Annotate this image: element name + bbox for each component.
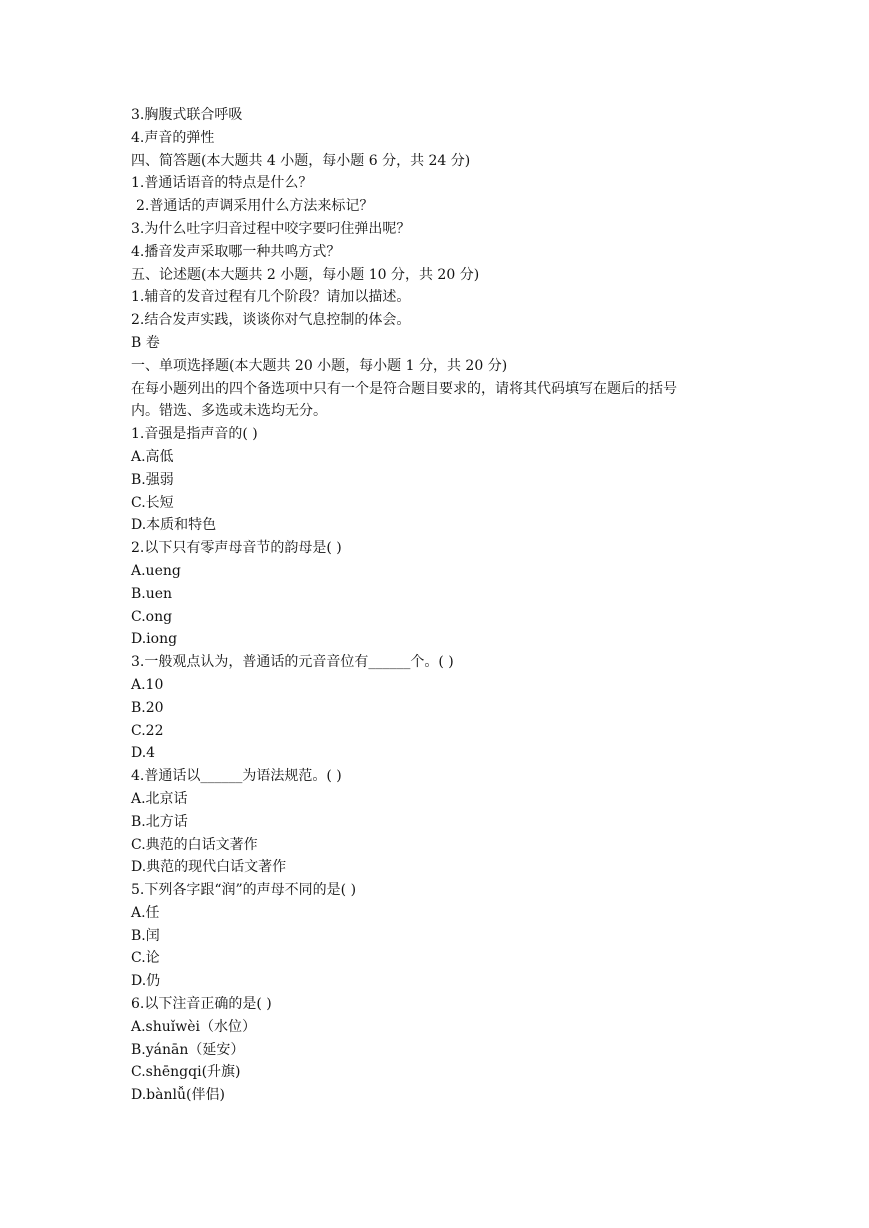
short-answer-question-1: 1.普通话语音的特点是什么？ [131,175,313,192]
mc-q2-option-d: D.iong [131,631,178,648]
mc-q3-option-c: C.22 [131,722,164,739]
mc-question-4: 4.普通话以______为语法规范。( ) [131,768,342,785]
mc-q1-option-a: A.高低 [131,448,174,465]
mc-q5-option-d: D.仍 [131,973,161,990]
mc-question-6: 6.以下注音正确的是( ) [131,996,272,1013]
mc-q2-option-a: A.ueng [131,562,181,579]
mc-q1-option-d: D.本质和特色 [131,517,217,534]
instructions-line-1: 在每小题列出的四个备选项中只有一个是符合题目要求的，请将其代码填写在题后的括号 [131,380,677,397]
short-answer-question-4: 4.播音发声采取哪一种共鸣方式？ [131,243,341,260]
section-5-heading: 五、论述题(本大题共 2 小题，每小题 10 分，共 20 分) [131,266,480,283]
mc-q6-option-b: B.yánān（延安） [131,1041,245,1058]
mc-q3-option-b: B.20 [131,699,164,716]
mc-q3-option-d: D.4 [131,745,156,762]
mc-q4-option-b: B.北方话 [131,813,188,830]
short-answer-question-3: 3.为什么吐字归音过程中咬字要叼住弹出呢？ [131,220,411,237]
mc-q5-option-c: C.论 [131,950,160,967]
section-3-item-4: 4.声音的弹性 [131,129,215,146]
mc-q2-option-b: B.uen [131,585,173,602]
section-4-heading: 四、简答题(本大题共 4 小题，每小题 6 分，共 24 分) [131,152,471,169]
instructions-line-2: 内。错选、多选或未选均无分。 [131,403,327,420]
mc-question-1: 1.音强是指声音的( ) [131,426,258,443]
mc-question-5: 5.下列各字跟“润”的声母不同的是( ) [131,882,357,899]
section-3-item-3: 3.胸腹式联合呼吸 [131,107,243,123]
mc-q6-option-d: D.bànlǚ(伴侣) [131,1087,225,1104]
mc-q5-option-a: A.任 [131,904,160,921]
essay-question-1: 1.辅音的发音过程有几个阶段？请加以描述。 [131,289,411,306]
mc-q1-option-b: B.强弱 [131,471,174,488]
mc-q2-option-c: C.ong [131,608,173,625]
short-answer-question-2: 2.普通话的声调采用什么方法来标记？ [136,198,374,215]
mc-question-3: 3.一般观点认为，普通话的元音音位有______个。( ) [131,654,454,671]
section-1-heading: 一、单项选择题(本大题共 20 小题，每小题 1 分，共 20 分) [131,357,508,374]
mc-q1-option-c: C.长短 [131,494,174,511]
document-page [131,104,751,1107]
mc-q4-option-d: D.典范的现代白话文著作 [131,859,287,876]
mc-q4-option-c: C.典范的白话文著作 [131,836,258,853]
essay-question-2: 2.结合发声实践，谈谈你对气息控制的体会。 [131,312,411,329]
mc-q3-option-a: A.10 [131,676,164,693]
mc-q6-option-a: A.shuǐwèi（水位） [131,1018,257,1035]
paper-b-heading: B 卷 [131,334,160,351]
mc-q5-option-b: B.闰 [131,927,160,944]
mc-q4-option-a: A.北京话 [131,790,188,807]
mc-q6-option-c: C.shēngqi(升旗) [131,1064,241,1081]
mc-question-2: 2.以下只有零声母音节的韵母是( ) [131,540,342,557]
